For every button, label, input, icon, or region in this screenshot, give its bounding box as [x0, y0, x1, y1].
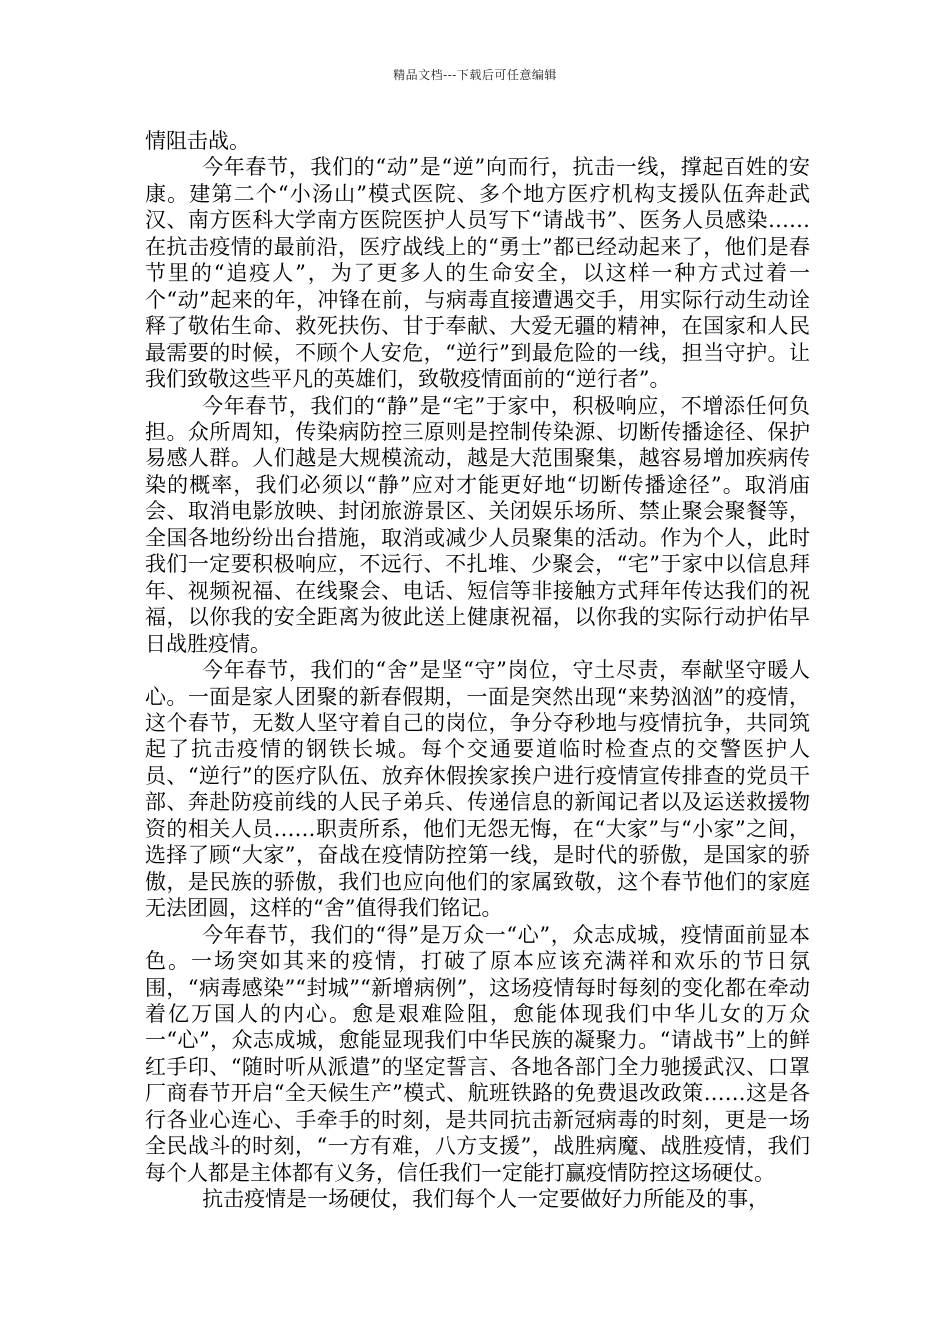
- paragraph-dong: 今年春节，我们的“动”是“逆”向而行，抗击一线，撑起百姓的安康。建第二个“小汤山”模式医院、多个地方医疗机构支援队伍奔赴武汉、南方医科大学南方医院医护人员写下“请战书”、医务人员感染……在抗击疫情的最前沿，医疗战线上的“勇士”都已经动起来了，他们是春节里的“追疫人”，为了更多人的生命安全，以这样一种方式过着一个“动”起来的年，冲锋在前，与病毒直接遭遇交手，用实际行动生动诠释了敬佑生命、救死扶伤、甘于奉献、大爱无疆的精神，在国家和人民最需要的时候，不顾个人安危，“逆行”到最危险的一线，担当守护。让我们致敬这些平凡的英雄们，致敬疫情面前的“逆行者”。: [145, 155, 810, 392]
- paragraph-closing: 抗击疫情是一场硬仗，我们每个人一定要做好力所能及的事，: [202, 1187, 770, 1212]
- paragraph-she: 今年春节，我们的“舍”是坚“守”岗位，守土尽责，奉献坚守暖人心。一面是家人团聚的新春假期，一面是突然出现“来势汹汹”的疫情，这个春节，无数人坚守着自己的岗位，争分夺秒地与疫情抗争，共同筑起了抗击疫情的钢铁长城。每个交通要道临时检查点的交警医护人员、“逆行”的医疗队伍、放弃休假挨家挨户进行疫情宣传排查的党员干部、奔赴防疫前线的人民子弟兵、传递信息的新闻记者以及运送救援物资的相关人员……职责所系，他们无怨无悔，在“大家”与“小家”之间，选择了顾“大家”，奋战在疫情防控第一线，是时代的骄傲，是国家的骄傲，是民族的骄傲，我们也应向他们的家属致敬，这个春节他们的家庭无法团圆，这样的“舍”值得我们铭记。: [145, 658, 810, 921]
- paragraph-de: 今年春节，我们的“得”是万众一“心”，众志成城，疫情面前显本色。一场突如其来的疫情，打破了原本应该充满祥和欢乐的节日氛围，“病毒感染”“封城”“新增病例”，这场疫情每时每刻的变化都在牵动着亿万国人的内心。愈是艰难险阻，愈能体现我们中华儿女的万众一“心”，众志成城，愈能显现我们中华民族的凝聚力。“请战书”上的鲜红手印、“随时听从派遣”的坚定誓言、各地各部门全力驰援武汉、口罩厂商春节开启“全天候生产”模式、航班铁路的免费退改政策……这是各行各业心连心、手牵手的时刻，是共同抗击新冠病毒的时刻，更是一场全民战斗的时刻，“一方有难，八方支援”，战胜病魔、战胜疫情，我们每个人都是主体都有义务，信任我们一定能打赢疫情防控这场硬仗。: [145, 922, 810, 1185]
- document-body: [145, 128, 810, 1213]
- paragraph-jing: 今年春节，我们的“静”是“宅”于家中，积极响应，不增添任何负担。众所周知，传染病防控三原则是控制传染源、切断传播途径、保护易感人群。人们越是大规模流动，越是大范围聚集，越容易增加疾病传染的概率，我们必须以“静”应对才能更好地“切断传播途径”。取消庙会、取消电影放映、封闭旅游景区、关闭娱乐场所、禁止聚会聚餐等，全国各地纷纷出台措施，取消或减少人员聚集的活动。作为个人，此时我们一定要积极响应，不远行、不扎堆、少聚会，“宅”于家中以信息拜年、视频祝福、在线聚会、电话、短信等非接触方式拜年传达我们的祝福，以你我的安全距离为彼此送上健康祝福，以你我的实际行动护佑早日战胜疫情。: [145, 393, 810, 656]
- paragraph-continuation: 情阻击战。: [145, 129, 250, 153]
- page-header: 精品文档---下载后可任意编辑: [393, 68, 557, 82]
